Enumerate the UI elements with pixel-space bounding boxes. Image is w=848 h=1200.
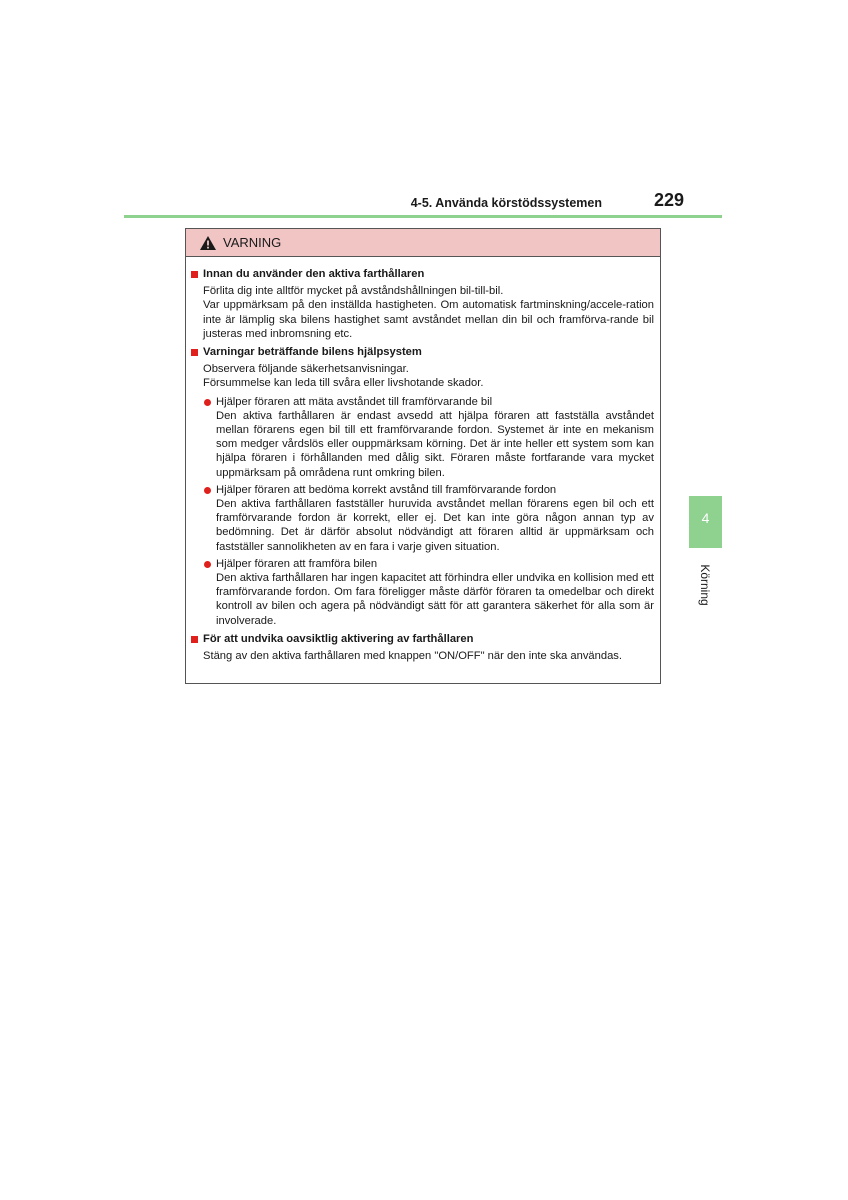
bullet-item	[204, 395, 654, 480]
red-square-icon	[191, 349, 198, 356]
red-dot-icon	[204, 487, 211, 494]
red-dot-icon	[204, 399, 211, 406]
chapter-tab: 4	[689, 496, 722, 548]
paragraph: Stäng av den aktiva farthållaren med knappen "ON/OFF" när den inte ska användas.	[203, 650, 623, 663]
section-heading-text: Varningar beträffande bilens hjälpsystem	[203, 346, 422, 359]
section-heading-text: För att undvika oavsiktlig aktivering av farthållaren	[203, 632, 474, 645]
bullet-text: Den aktiva farthållaren har ingen kapacitet att förhindra eller undvika en kollision med ett framförvarande fordon. Om fara föreligger måste därför föraren ta omedelbar och direkt kontroll av bilen och agera på nödvändigt sätt för att garantera säkerhet för alla som är involverade.	[216, 572, 654, 627]
bullet-item	[204, 557, 654, 628]
chapter-label: Körning	[698, 564, 712, 606]
paragraph: Var uppmärksam på den inställda hastigheten. Om automatisk fartminskning/accele-ration inte är lämplig ska bilens hastighet samt avståndet mellan din bil och framförva-rande bil justeras med inbromsning etc.	[203, 299, 654, 340]
section-heading-text: Innan du använder den aktiva farthållaren	[203, 268, 425, 280]
bullet-item	[204, 483, 654, 554]
warning-box	[185, 228, 661, 684]
bullet-title: Hjälper föraren att framföra bilen	[216, 557, 378, 570]
paragraph: Försummelse kan leda till svåra eller livshotande skador.	[203, 377, 484, 390]
warning-triangle-icon	[199, 235, 217, 251]
section-title: 4-5. Använda körstödssystemen	[410, 196, 602, 210]
warning-header	[186, 229, 660, 257]
warning-title: VARNING	[223, 235, 282, 250]
bullet-title: Hjälper föraren att mäta avståndet till framförvarande bil	[216, 395, 493, 408]
red-square-icon	[191, 271, 198, 278]
paragraph: Förlita dig inte alltför mycket på avståndshållningen bil-till-bil.	[203, 285, 504, 298]
section-heading	[189, 632, 654, 646]
page-number: 229	[653, 190, 684, 210]
red-square-icon	[191, 636, 198, 643]
bullet-title: Hjälper föraren att bedöma korrekt avstånd till framförvarande fordon	[216, 483, 557, 496]
bullet-text: Den aktiva farthållaren är endast avsedd att hjälpa föraren att fastställa avståndet mellan förarens egen bil till ett framförvarande fordon. Systemet är inte en mekanism som medger vårdslös eller ouppmärksam körning. Det är inte heller ett system som kan hjälpa föraren i förhållanden med dålig sikt. Föraren måste fortfarande vara mycket uppmärksam på områdena runt omkring bilen.	[216, 409, 654, 479]
section-heading	[189, 345, 654, 359]
section-heading	[189, 267, 654, 281]
red-dot-icon	[204, 561, 211, 568]
bullet-text: Den aktiva farthållaren fastställer huruvida avståndet mellan förarens egen bil och ett framförvarande fordon är korrekt, eller ej. Det kan inte göra någon annan typ av bedömning. Det är därför absolut nödvändigt att föraren alltid är uppmärksam och fastställer sannolikheten av en fara i varje given situation.	[216, 498, 654, 553]
header-divider	[124, 215, 722, 218]
paragraph: Observera följande säkerhetsanvisningar.	[203, 363, 409, 376]
warning-content	[186, 257, 660, 663]
